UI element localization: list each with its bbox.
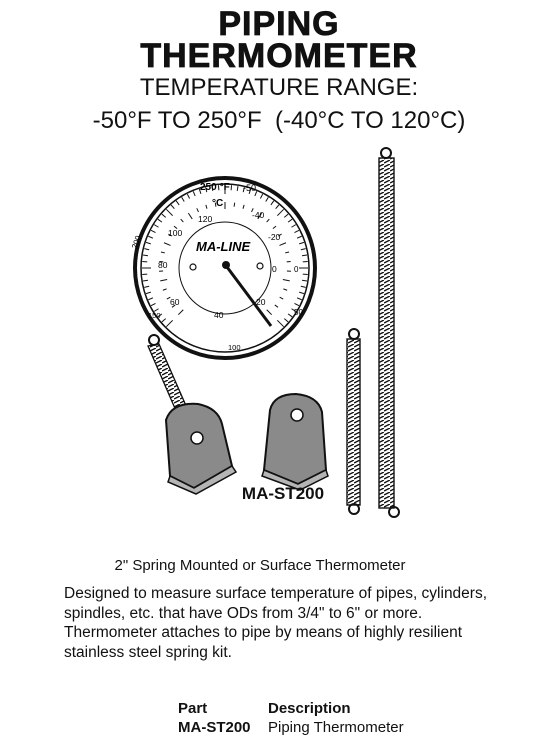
header-part: Part: [178, 700, 208, 717]
dial-label-0c: 0: [272, 264, 277, 274]
temperature-range-heading: TEMPERATURE RANGE:: [139, 74, 419, 101]
product-description: [64, 584, 534, 662]
dial-label-20c: 20: [256, 297, 266, 307]
dial-label-100f: 100: [228, 343, 241, 352]
parts-table: [178, 699, 404, 737]
temperature-range-values: -50°F TO 250°F (-40°C TO 120°C): [92, 107, 466, 134]
dial-label-200: 200: [130, 234, 144, 251]
part-description: Piping Thermometer: [268, 719, 404, 736]
parts-table-header: [178, 699, 404, 718]
dial-unit-celsius: °C: [212, 198, 224, 209]
description-line: stainless steel spring kit.: [64, 643, 232, 661]
dial-label-60c: 60: [170, 297, 180, 307]
dial-label-100c: 100: [168, 228, 183, 238]
dial-label-80c: 80: [158, 260, 168, 270]
dial-label-0f: 0: [294, 265, 299, 274]
needle-pivot: [222, 261, 230, 269]
dial-label-minus50: -50: [243, 183, 257, 193]
model-number-label: MA-ST200: [241, 484, 325, 503]
part-number: MA-ST200: [178, 719, 251, 736]
dial-label-150f: 150: [148, 311, 161, 320]
description-line: spindles, etc. that have ODs from 3/4" to 6" or more.: [64, 604, 423, 622]
dial-label-50f: 50: [294, 308, 303, 317]
celsius-tick: [234, 203, 235, 207]
dial-label-minus40c: -40: [252, 210, 265, 220]
dial-label-120c: 120: [198, 214, 213, 224]
mounting-bracket: [262, 394, 328, 490]
thermometer-dial: [130, 178, 315, 358]
description-line: Thermometer attaches to pipe by means of highly resilient: [64, 624, 463, 641]
dial-label-40c: 40: [214, 310, 224, 320]
product-title-line2: THERMOMETER: [140, 37, 418, 75]
description-line: Designed to measure surface temperature of pipes, cylinders,: [64, 585, 488, 602]
product-caption: 2" Spring Mounted or Surface Thermometer: [114, 557, 406, 574]
brand-logo: MA-LINE: [196, 239, 251, 254]
short-spring: [347, 329, 360, 514]
long-spring: [379, 148, 399, 517]
dial-label-minus20c: -20: [268, 232, 281, 242]
product-title-line1: PIPING: [218, 5, 340, 43]
table-row: [178, 718, 404, 737]
header-description: Description: [268, 700, 351, 717]
dial-label-250f: 250 °F: [200, 182, 230, 193]
